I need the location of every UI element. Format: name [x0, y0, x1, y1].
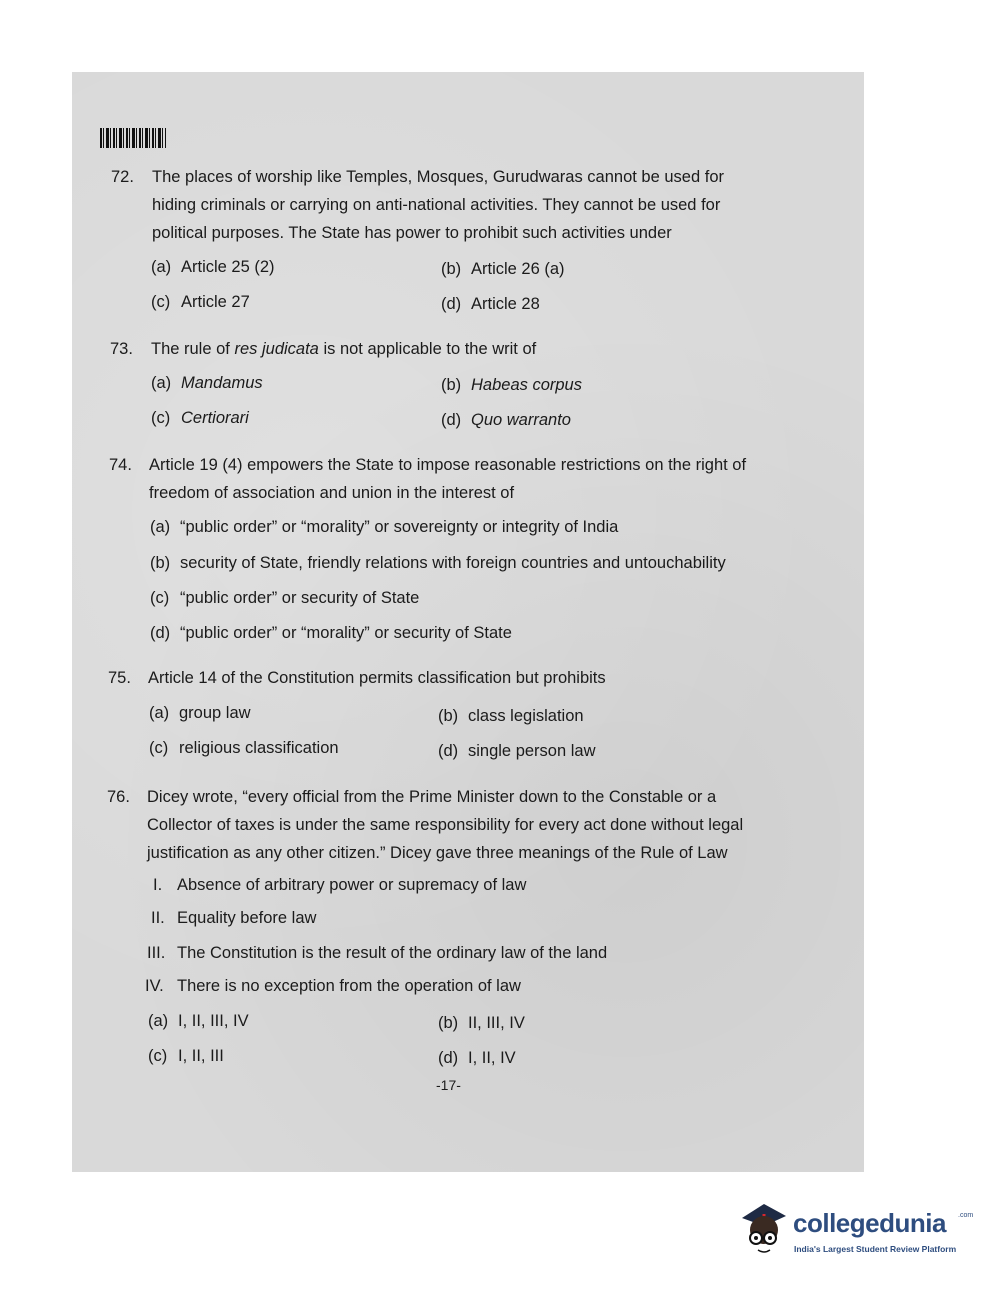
question-line: freedom of association and union in the interest of [149, 484, 515, 502]
option-b[interactable] [150, 554, 726, 573]
option-label: (c) [151, 293, 171, 311]
question-line: Collector of taxes is under the same responsibility for every act done without legal [147, 816, 744, 834]
option-label: (b) [438, 707, 459, 725]
question-line: The places of worship like Temples, Mosques, Gurudwaras cannot be used for [152, 168, 724, 186]
option-label: (c) [151, 409, 171, 427]
option-text: II, III, IV [468, 1014, 525, 1032]
latin-term: res judicata [234, 340, 319, 358]
option-text: Article 27 [181, 293, 250, 311]
option-b[interactable] [441, 260, 565, 279]
option-d[interactable] [150, 624, 512, 643]
question-text [147, 783, 772, 867]
option-text: Quo warranto [471, 411, 571, 429]
page-number: -17- [436, 1077, 461, 1093]
question-number: 74. [109, 456, 132, 474]
question-number: 75. [108, 669, 131, 687]
option-text: group law [179, 704, 251, 722]
option-text: single person law [468, 742, 596, 760]
option-label: (d) [438, 742, 459, 760]
option-b[interactable] [438, 707, 584, 726]
question-line: political purposes. The State has power to prohibit such activities under [152, 224, 672, 242]
option-text: I, II, III, IV [178, 1012, 249, 1030]
option-d[interactable] [438, 742, 596, 761]
option-text: I, II, IV [468, 1049, 516, 1067]
option-c[interactable] [148, 1047, 224, 1066]
option-label: (d) [441, 295, 462, 313]
option-text: Article 28 [471, 295, 540, 313]
question-text [148, 664, 773, 692]
option-text: Article 26 (a) [471, 260, 565, 278]
option-b[interactable] [438, 1014, 525, 1033]
option-text: security of State, friendly relations with foreign countries and untouchability [180, 554, 726, 572]
option-c[interactable] [151, 293, 250, 312]
question-number: 73. [110, 340, 133, 358]
option-label: (d) [441, 411, 462, 429]
statement-number: IV. [145, 977, 164, 995]
option-label: (b) [438, 1014, 459, 1032]
option-a[interactable] [151, 258, 275, 277]
option-b[interactable] [441, 376, 582, 395]
option-a[interactable] [151, 374, 263, 393]
option-label: (a) [148, 1012, 169, 1030]
brand-domain: .com [958, 1212, 974, 1219]
option-label: (b) [150, 554, 171, 572]
question-line: Article 14 of the Constitution permits classification but prohibits [148, 669, 606, 687]
statement-number: I. [153, 876, 163, 894]
option-text: Mandamus [181, 374, 263, 392]
option-c[interactable] [150, 589, 419, 608]
student-mascot-icon [736, 1198, 790, 1258]
statement-2 [151, 909, 316, 928]
option-label: (d) [438, 1049, 459, 1067]
option-label: (a) [149, 704, 170, 722]
option-d[interactable] [438, 1049, 516, 1068]
question-text [151, 335, 776, 363]
question-line: Article 19 (4) empowers the State to impose reasonable restrictions on the right of [149, 456, 747, 474]
option-text: “public order” or “morality” or security of State [180, 624, 512, 642]
option-a[interactable] [148, 1012, 249, 1031]
collegedunia-logo[interactable] [736, 1198, 974, 1258]
option-label: (a) [151, 258, 172, 276]
statement-number: II. [151, 909, 165, 927]
option-a[interactable] [149, 704, 251, 723]
option-label: (c) [149, 739, 169, 757]
brand-name: collegedunia [793, 1208, 946, 1238]
option-c[interactable] [149, 739, 339, 758]
barcode [100, 128, 166, 148]
question-number: 72. [111, 168, 134, 186]
option-label: (c) [148, 1047, 168, 1065]
option-text: Habeas corpus [471, 376, 582, 394]
option-text: religious classification [179, 739, 339, 757]
option-text: Article 25 (2) [181, 258, 275, 276]
statement-number: III. [147, 944, 166, 962]
option-label: (a) [151, 374, 172, 392]
question-text [149, 451, 774, 507]
option-text: I, II, III [178, 1047, 224, 1065]
option-text: “public order” or security of State [180, 589, 420, 607]
option-label: (d) [150, 624, 171, 642]
question-text [152, 163, 777, 247]
statement-text: Absence of arbitrary power or supremacy of law [177, 876, 527, 894]
statement-text: Equality before law [177, 909, 317, 927]
option-text: “public order” or “morality” or sovereignty or integrity of India [180, 518, 619, 536]
question-line: justification as any other citizen.” Dicey gave three meanings of the Rule of Law [147, 844, 728, 862]
option-d[interactable] [441, 295, 540, 314]
option-d[interactable] [441, 411, 571, 430]
option-label: (c) [150, 589, 170, 607]
question-line: Dicey wrote, “every official from the Prime Minister down to the Constable or a [147, 788, 717, 806]
option-label: (b) [441, 260, 462, 278]
question-number: 76. [107, 788, 130, 806]
option-label: (a) [150, 518, 171, 536]
option-text: Certiorari [181, 409, 249, 427]
option-text: class legislation [468, 707, 584, 725]
option-c[interactable] [151, 409, 249, 428]
brand-tagline: India's Largest Student Review Platform [794, 1244, 957, 1254]
statement-text: The Constitution is the result of the ordinary law of the land [177, 944, 608, 962]
question-line: hiding criminals or carrying on anti-national activities. They cannot be used for [152, 196, 721, 214]
question-text-part: is not applicable to the writ of [318, 340, 537, 358]
statement-3 [147, 944, 607, 963]
option-a[interactable] [150, 518, 618, 537]
statement-1 [153, 876, 526, 895]
statement-4 [145, 977, 521, 996]
statement-text: There is no exception from the operation of law [177, 977, 521, 995]
question-text-part: The rule of [151, 340, 235, 358]
option-label: (b) [441, 376, 462, 394]
